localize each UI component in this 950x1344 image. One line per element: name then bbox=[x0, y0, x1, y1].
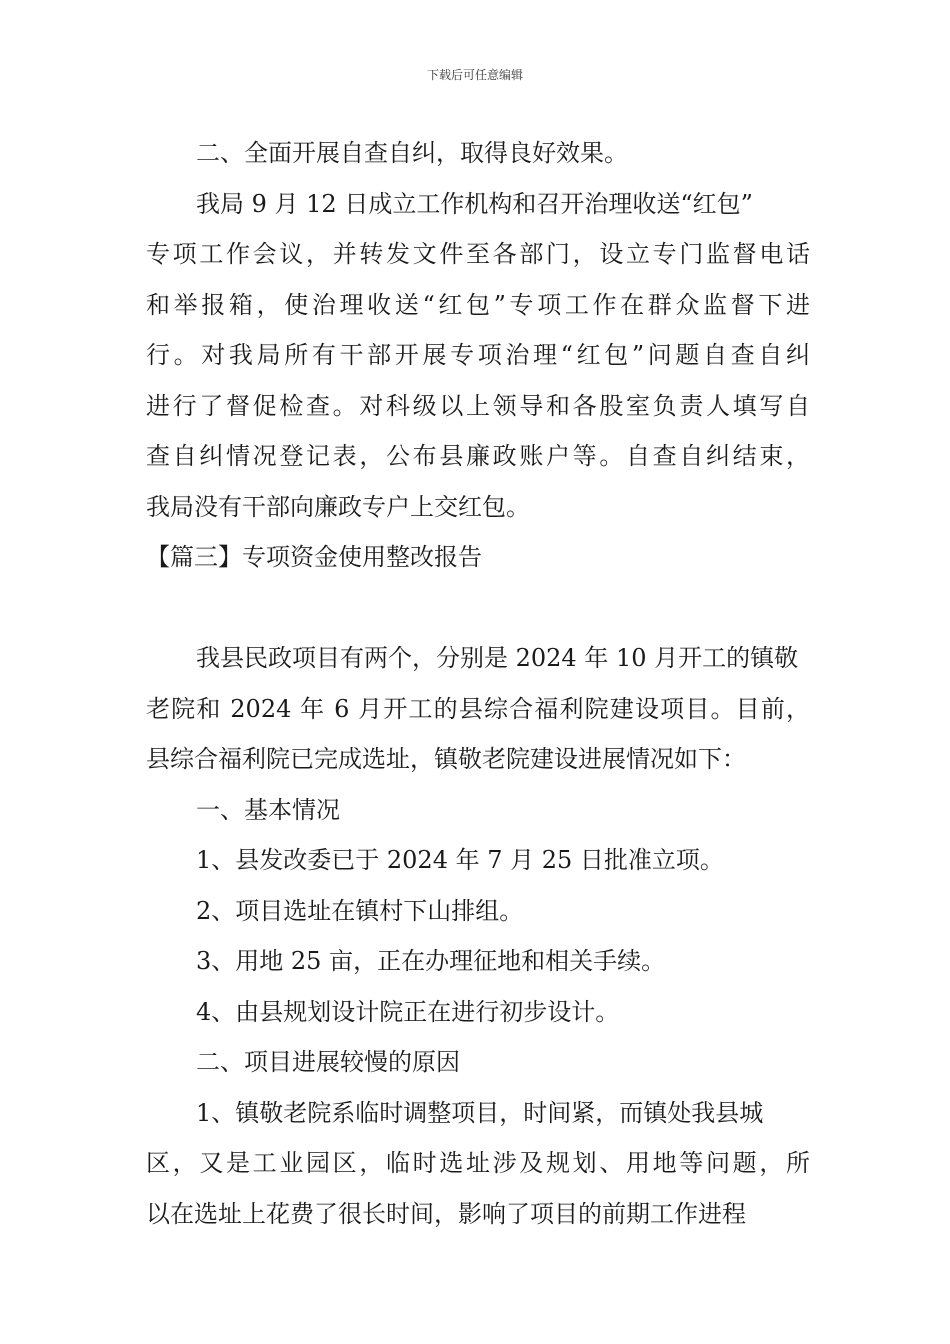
paragraph-line: 1、镇敬老院系临时调整项目，时间紧，而镇处我县城 bbox=[196, 1098, 764, 1127]
paragraph-line: 以在选址上花费了很长时间，影响了项目的前期工作进程 bbox=[146, 1199, 746, 1228]
list-item: 4、由县规划设计院正在进行初步设计。 bbox=[196, 997, 620, 1026]
paragraph-line: 进行了督促检查。对科级以上领导和各股室负责人填写自 bbox=[146, 391, 810, 420]
paragraph-line: 县综合福利院已完成选址，镇敬老院建设进展情况如下： bbox=[146, 745, 746, 773]
paragraph-line: 老院和 2024 年 6 月开工的县综合福利院建设项目。目前， bbox=[146, 694, 810, 723]
paragraph-line: 和举报箱，使治理收送“红包”专项工作在群众监督下进 bbox=[146, 290, 810, 319]
list-item: 2、项目选址在镇村下山排组。 bbox=[196, 896, 524, 925]
section-heading: 一、基本情况 bbox=[196, 795, 340, 824]
paragraph-line: 区，又是工业园区，临时选址涉及规划、用地等问题，所 bbox=[146, 1149, 810, 1177]
paragraph-line: 专项工作会议，并转发文件至各部门，设立专门监督电话 bbox=[146, 240, 810, 268]
part-title: 【篇三】专项资金使用整改报告 bbox=[146, 543, 482, 571]
document-body bbox=[146, 128, 810, 1239]
paragraph-line: 我县民政项目有两个，分别是 2024 年 10 月开工的镇敬 bbox=[196, 644, 799, 672]
header-note: 下载后可任意编辑 bbox=[426, 68, 523, 82]
list-item: 3、用地 25 亩，正在办理征地和相关手续。 bbox=[196, 947, 666, 975]
section-heading: 二、项目进展较慢的原因 bbox=[196, 1048, 460, 1076]
paragraph-line: 我局 9 月 12 日成立工作机构和召开治理收送“红包” bbox=[196, 189, 753, 218]
paragraph-line: 行。对我局所有干部开展专项治理“红包”问题自查自纠 bbox=[146, 341, 810, 369]
blank-line bbox=[146, 583, 810, 634]
paragraph-line: 我局没有干部向廉政专户上交红包。 bbox=[146, 492, 530, 521]
section-heading: 二、全面开展自查自纠，取得良好效果。 bbox=[196, 139, 628, 167]
list-item: 1、县发改委已于 2024 年 7 月 25 日批准立项。 bbox=[196, 846, 724, 874]
paragraph-line: 查自纠情况登记表，公布县廉政账户等。自查自纠结束， bbox=[146, 442, 810, 470]
